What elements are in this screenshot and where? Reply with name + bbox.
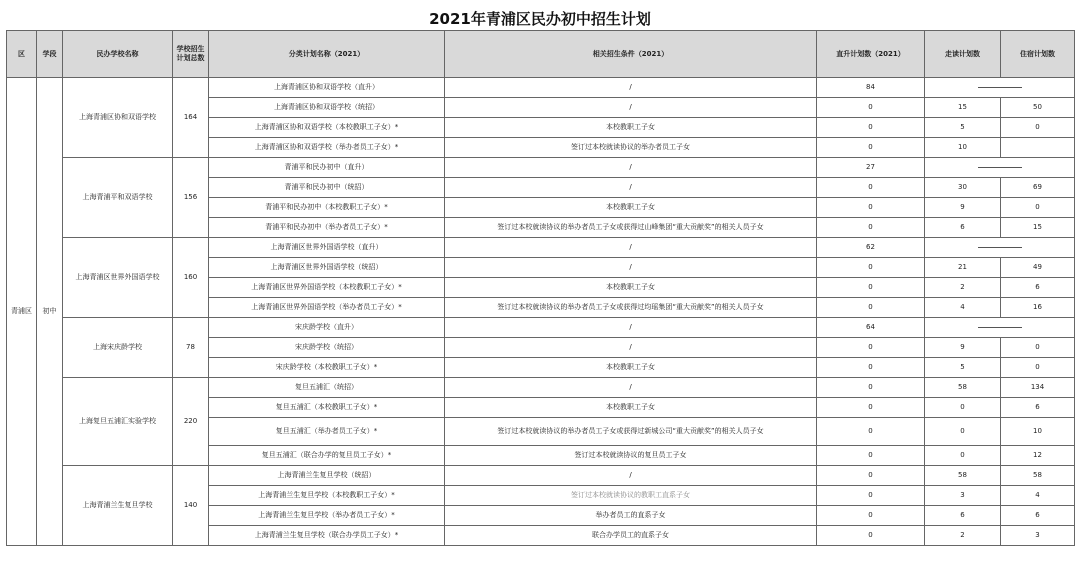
header-district: 区 (7, 31, 37, 78)
conditions-cell: 本校教职工子女 (445, 358, 817, 378)
plan-name-cell: 复旦五浦汇（统招） (209, 378, 445, 398)
dash-cell (925, 238, 1075, 258)
direct-count-cell: 0 (817, 398, 925, 418)
header-board: 住宿计划数 (1001, 31, 1075, 78)
header-day: 走读计划数 (925, 31, 1001, 78)
board-count-cell: 58 (1001, 466, 1075, 486)
day-count-cell: 3 (925, 486, 1001, 506)
direct-count-cell: 0 (817, 446, 925, 466)
direct-count-cell: 62 (817, 238, 925, 258)
school-total-cell: 220 (173, 378, 209, 466)
direct-count-cell: 0 (817, 358, 925, 378)
day-count-cell: 9 (925, 338, 1001, 358)
plan-name-cell: 上海青浦区世界外国语学校（举办者员工子女）* (209, 298, 445, 318)
conditions-cell: / (445, 98, 817, 118)
direct-count-cell: 0 (817, 138, 925, 158)
day-count-cell: 4 (925, 298, 1001, 318)
plan-name-cell: 宋庆龄学校（直升） (209, 318, 445, 338)
conditions-cell: / (445, 78, 817, 98)
conditions-cell: 签订过本校就读协议的举办者员工子女 (445, 138, 817, 158)
board-count-cell: 16 (1001, 298, 1075, 318)
plan-name-cell: 青浦平和民办初中（统招） (209, 178, 445, 198)
board-count-cell: 3 (1001, 526, 1075, 546)
board-count-cell: 69 (1001, 178, 1075, 198)
conditions-cell: 本校教职工子女 (445, 398, 817, 418)
school-total-cell: 78 (173, 318, 209, 378)
plan-name-cell: 上海青浦兰生复旦学校（举办者员工子女）* (209, 506, 445, 526)
header-total: 学校招生计划总数 (173, 31, 209, 78)
conditions-cell: 本校教职工子女 (445, 118, 817, 138)
conditions-cell: 签订过本校就读协议的举办者员工子女或获得过新城公司“重大贡献奖”的相关人员子女 (445, 418, 817, 446)
plan-name-cell: 青浦平和民办初中（举办者员工子女）* (209, 218, 445, 238)
school-total-cell: 164 (173, 78, 209, 158)
table-row (7, 466, 1075, 486)
day-count-cell: 0 (925, 446, 1001, 466)
conditions-cell: / (445, 338, 817, 358)
direct-count-cell: 27 (817, 158, 925, 178)
board-count-cell: 4 (1001, 486, 1075, 506)
table-row (7, 318, 1075, 338)
day-count-cell: 2 (925, 526, 1001, 546)
header-plan-name: 分类计划名称（2021） (209, 31, 445, 78)
table-header-row (7, 31, 1075, 78)
table-row (7, 158, 1075, 178)
direct-count-cell: 0 (817, 466, 925, 486)
direct-count-cell: 0 (817, 258, 925, 278)
board-count-cell: 50 (1001, 98, 1075, 118)
dash-cell (925, 78, 1075, 98)
table-row (7, 78, 1075, 98)
board-count-cell: 49 (1001, 258, 1075, 278)
dash-line (978, 327, 1022, 328)
direct-count-cell: 64 (817, 318, 925, 338)
board-count-cell: 0 (1001, 118, 1075, 138)
plan-name-cell: 上海青浦兰生复旦学校（本校教职工子女）* (209, 486, 445, 506)
board-count-cell: 6 (1001, 278, 1075, 298)
conditions-cell: 举办者员工的直系子女 (445, 506, 817, 526)
day-count-cell: 5 (925, 358, 1001, 378)
conditions-cell: / (445, 238, 817, 258)
direct-count-cell: 0 (817, 526, 925, 546)
board-count-cell: 0 (1001, 338, 1075, 358)
plan-name-cell: 上海青浦兰生复旦学校（联合办学员工子女）* (209, 526, 445, 546)
plan-name-cell: 复旦五浦汇（举办者员工子女）* (209, 418, 445, 446)
plan-name-cell: 复旦五浦汇（本校教职工子女）* (209, 398, 445, 418)
direct-count-cell: 0 (817, 298, 925, 318)
board-count-cell: 10 (1001, 418, 1075, 446)
school-name-cell: 上海青浦平和双语学校 (63, 158, 173, 238)
stage-cell: 初中 (37, 78, 63, 546)
direct-count-cell: 0 (817, 98, 925, 118)
board-count-cell: 134 (1001, 378, 1075, 398)
board-count-cell: 0 (1001, 198, 1075, 218)
direct-count-cell: 0 (817, 218, 925, 238)
school-name-cell: 上海宋庆龄学校 (63, 318, 173, 378)
conditions-cell: / (445, 466, 817, 486)
school-total-cell: 160 (173, 238, 209, 318)
conditions-cell: 本校教职工子女 (445, 278, 817, 298)
direct-count-cell: 0 (817, 178, 925, 198)
school-total-cell: 140 (173, 466, 209, 546)
direct-count-cell: 0 (817, 118, 925, 138)
enrollment-table (6, 30, 1075, 546)
day-count-cell: 30 (925, 178, 1001, 198)
plan-name-cell: 复旦五浦汇（联合办学的复旦员工子女）* (209, 446, 445, 466)
day-count-cell: 6 (925, 218, 1001, 238)
header-direct: 直升计划数（2021） (817, 31, 925, 78)
plan-name-cell: 上海青浦区协和双语学校（本校教职工子女）* (209, 118, 445, 138)
conditions-cell: 签订过本校就读协议的教职工直系子女 (445, 486, 817, 506)
plan-name-cell: 上海青浦区世界外国语学校（统招） (209, 258, 445, 278)
table-body (7, 78, 1075, 546)
plan-name-cell: 上海青浦区协和双语学校（统招） (209, 98, 445, 118)
dash-cell (925, 158, 1075, 178)
plan-name-cell: 宋庆龄学校（本校教职工子女）* (209, 358, 445, 378)
board-count-cell: 6 (1001, 398, 1075, 418)
plan-name-cell: 上海青浦兰生复旦学校（统招） (209, 466, 445, 486)
page-title: 2021年青浦区民办初中招生计划 (429, 10, 651, 28)
day-count-cell: 58 (925, 378, 1001, 398)
direct-count-cell: 0 (817, 486, 925, 506)
conditions-cell: / (445, 258, 817, 278)
dash-line (978, 247, 1022, 248)
conditions-cell: / (445, 158, 817, 178)
board-count-cell (1001, 138, 1075, 158)
day-count-cell: 6 (925, 506, 1001, 526)
direct-count-cell: 84 (817, 78, 925, 98)
board-count-cell: 6 (1001, 506, 1075, 526)
header-conditions: 相关招生条件（2021） (445, 31, 817, 78)
table-row (7, 238, 1075, 258)
direct-count-cell: 0 (817, 198, 925, 218)
conditions-cell: 签订过本校就读协议的举办者员工子女或获得过山峰集团“重大贡献奖”的相关人员子女 (445, 218, 817, 238)
district-cell: 青浦区 (7, 78, 37, 546)
day-count-cell: 21 (925, 258, 1001, 278)
conditions-cell: / (445, 178, 817, 198)
board-count-cell: 0 (1001, 358, 1075, 378)
direct-count-cell: 0 (817, 278, 925, 298)
day-count-cell: 5 (925, 118, 1001, 138)
plan-name-cell: 上海青浦区世界外国语学校（直升） (209, 238, 445, 258)
conditions-cell: 签订过本校就读协议的举办者员工子女或获得过均瑶集团“重大贡献奖”的相关人员子女 (445, 298, 817, 318)
day-count-cell: 0 (925, 418, 1001, 446)
day-count-cell: 10 (925, 138, 1001, 158)
direct-count-cell: 0 (817, 378, 925, 398)
conditions-cell: 签订过本校就读协议的复旦员工子女 (445, 446, 817, 466)
day-count-cell: 2 (925, 278, 1001, 298)
direct-count-cell: 0 (817, 418, 925, 446)
plan-name-cell: 上海青浦区世界外国语学校（本校教职工子女）* (209, 278, 445, 298)
plan-name-cell: 上海青浦区协和双语学校（举办者员工子女）* (209, 138, 445, 158)
school-name-cell: 上海青浦区世界外国语学校 (63, 238, 173, 318)
dash-line (978, 87, 1022, 88)
dash-cell (925, 318, 1075, 338)
plan-name-cell: 青浦平和民办初中（本校教职工子女）* (209, 198, 445, 218)
school-total-cell: 156 (173, 158, 209, 238)
school-name-cell: 上海青浦区协和双语学校 (63, 78, 173, 158)
plan-name-cell: 青浦平和民办初中（直升） (209, 158, 445, 178)
header-stage: 学段 (37, 31, 63, 78)
conditions-cell: / (445, 318, 817, 338)
day-count-cell: 0 (925, 398, 1001, 418)
board-count-cell: 15 (1001, 218, 1075, 238)
conditions-cell: / (445, 378, 817, 398)
school-name-cell: 上海复旦五浦汇实验学校 (63, 378, 173, 466)
plan-name-cell: 上海青浦区协和双语学校（直升） (209, 78, 445, 98)
day-count-cell: 58 (925, 466, 1001, 486)
conditions-cell: 本校教职工子女 (445, 198, 817, 218)
header-school: 民办学校名称 (63, 31, 173, 78)
direct-count-cell: 0 (817, 506, 925, 526)
day-count-cell: 9 (925, 198, 1001, 218)
table-row (7, 378, 1075, 398)
dash-line (978, 167, 1022, 168)
board-count-cell: 12 (1001, 446, 1075, 466)
direct-count-cell: 0 (817, 338, 925, 358)
conditions-cell: 联合办学员工的直系子女 (445, 526, 817, 546)
school-name-cell: 上海青浦兰生复旦学校 (63, 466, 173, 546)
plan-name-cell: 宋庆龄学校（统招） (209, 338, 445, 358)
day-count-cell: 15 (925, 98, 1001, 118)
